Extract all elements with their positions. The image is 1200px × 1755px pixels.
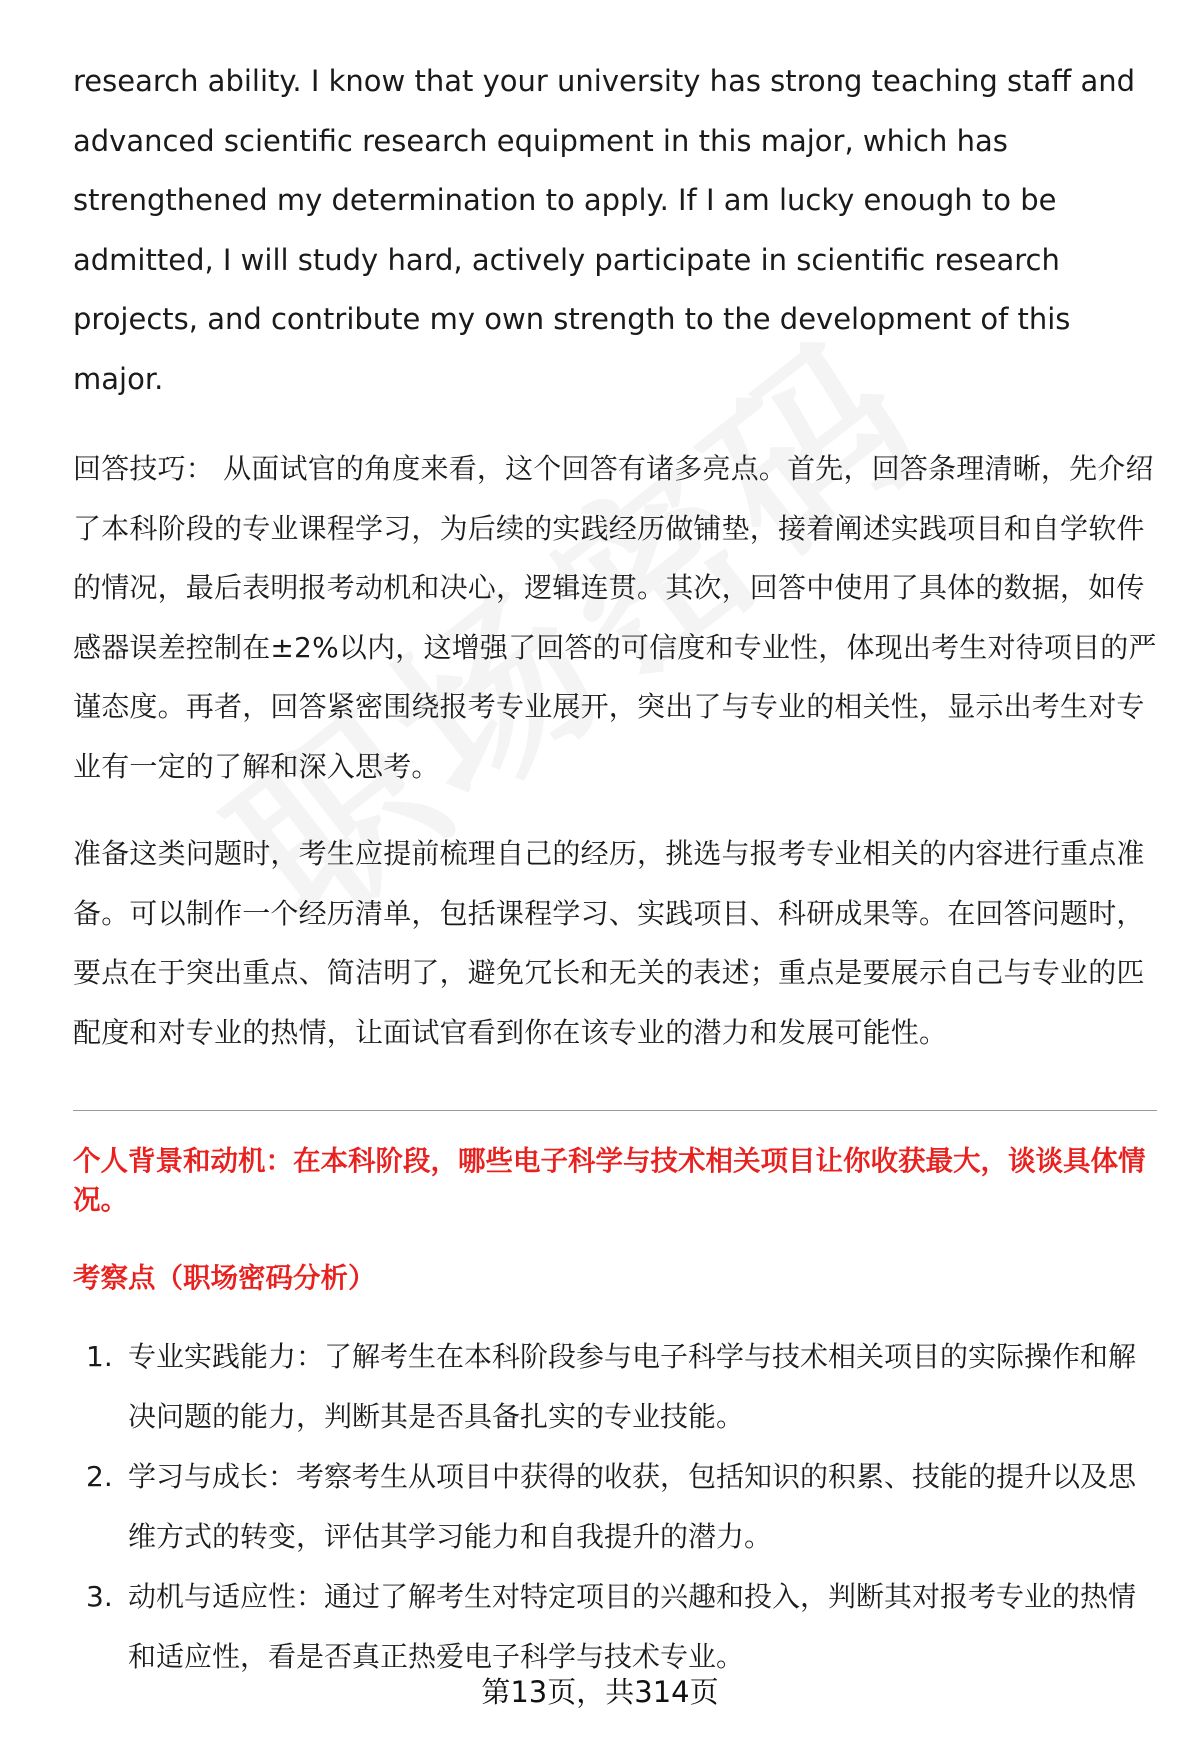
list-item-text: 专业实践能力：了解考生在本科阶段参与电子科学与技术相关项目的实际操作和解决问题的能力，判断其是否具备扎实的专业技能。 — [128, 1340, 1137, 1433]
analysis-heading: 考察点（职场密码分析） — [73, 1262, 376, 1294]
english-answer-paragraph: research ability. I know that your university has strong teaching staff and advanced scientific research equipment in this major, which has strengthened my determination to apply. If I am lucky enough to be admitted, I will study hard, actively participate in scientific research projects, and contribute my own strength to the development of this major. — [73, 64, 1136, 396]
list-item-number: 3. — [86, 1580, 113, 1613]
list-item — [73, 1447, 1157, 1567]
list-item-text: 动机与适应性：通过了解考生对特定项目的兴趣和投入，判断其对报考专业的热情和适应性，看是否真正热爱电子科学与技术专业。 — [128, 1580, 1137, 1673]
list-item — [73, 1327, 1157, 1447]
analysis-points-list — [73, 1327, 1157, 1687]
main-content — [73, 52, 1157, 1062]
answer-tips-paragraph: 回答技巧： 从面试官的角度来看，这个回答有诸多亮点。首先，回答条理清晰，先介绍了本科阶段的专业课程学习，为后续的实践经历做铺垫，接着阐述实践项目和自学软件的情况，最后表明报考动机和决心，逻辑连贯。其次，回答中使用了具体的数据，如传感器误差控制在±2%以内，这增强了回答的可信度和专业性，体现出考生对待项目的严谨态度。再者，回答紧密围绕报考专业展开，突出了与专业的相关性，显示出考生对专业有一定的了解和深入思考。 — [73, 452, 1157, 783]
list-item-text: 学习与成长：考察考生从项目中获得的收获，包括知识的积累、技能的提升以及思维方式的转变，评估其学习能力和自我提升的潜力。 — [128, 1460, 1137, 1553]
preparation-paragraph: 准备这类问题时，考生应提前梳理自己的经历，挑选与报考专业相关的内容进行重点准备。可以制作一个经历清单，包括课程学习、实践项目、科研成果等。在回答问题时，要点在于突出重点、简洁明了，避免冗长和无关的表述；重点是要展示自己与专业的匹配度和对专业的热情，让面试官看到你在该专业的潜力和发展可能性。 — [73, 837, 1145, 1049]
list-item-number: 2. — [86, 1460, 113, 1493]
question-heading: 个人背景和动机：在本科阶段，哪些电子科学与技术相关项目让你收获最大，谈谈具体情况。 — [73, 1145, 1146, 1216]
page-footer: 第13页，共314页 — [481, 1675, 719, 1709]
section-divider — [73, 1110, 1157, 1111]
list-item — [73, 1567, 1157, 1687]
list-item-number: 1. — [86, 1340, 113, 1373]
